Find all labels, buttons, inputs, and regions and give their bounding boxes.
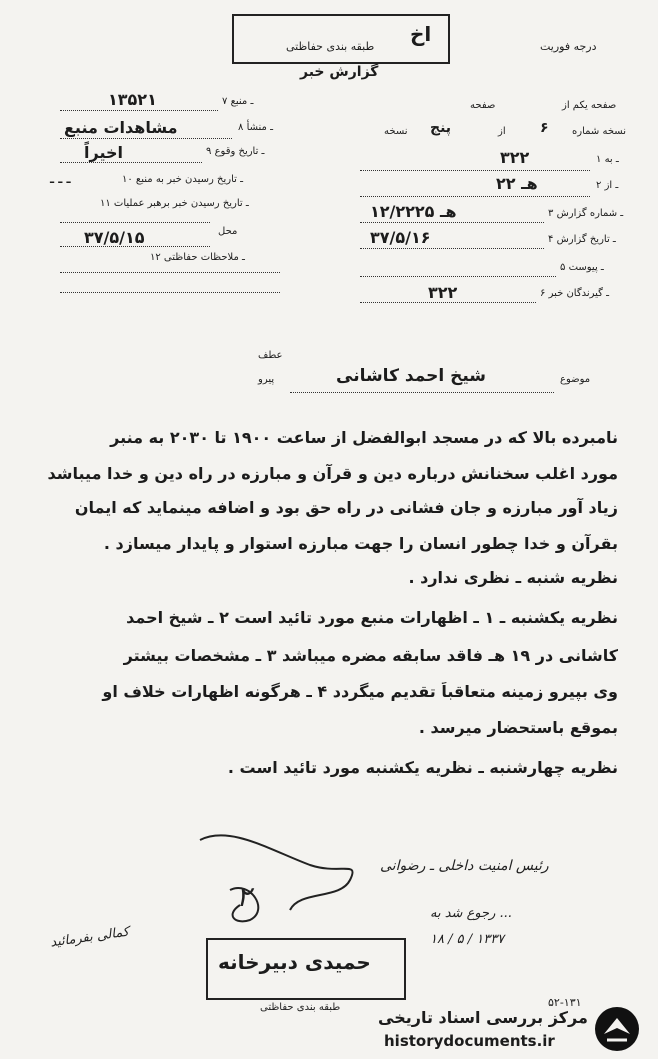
recipients-value: ۳۲۲: [428, 283, 458, 302]
from-value: ۲۲ هـ: [496, 174, 538, 193]
body-line-10: نظریه چهارشنبه ـ نظریه یکشنبه مورد تائید است .: [227, 758, 618, 777]
received-ops-label: ۱۱ ـ تاریخ رسیدن خبر برهبر عملیات: [100, 198, 249, 209]
classification-office: طبقه بندی حفاظتی: [286, 40, 375, 53]
notes-label: ۱۲ ـ ملاحظات حفاظتی: [150, 252, 245, 263]
body-line-5: نظریه شنبه ـ نظری ندارد .: [408, 568, 618, 587]
copy-label: نسخه شماره: [572, 126, 626, 137]
report-no-value: ۱۲/۲۲۲۵ هـ: [370, 202, 457, 221]
copy-of: از: [498, 126, 506, 137]
page-label: صفحه یکم از: [562, 100, 617, 111]
received-source-value: ـ ـ ـ: [50, 172, 71, 186]
body-line-7: کاشانی در ۱۹ هـ فاقد سابقه مضره میباشد ۳ ـ مشخصات بیشتر: [123, 646, 618, 665]
body-line-9: بموقع باستحضار میرسد .: [418, 718, 618, 737]
ref-label: عطف: [258, 350, 283, 361]
deputy-signature-line: رجوع شد به ...: [430, 906, 512, 921]
received-source-label: ۱۰ ـ تاریخ رسیدن خبر به منبع: [122, 174, 244, 185]
attachment-label: ۵ ـ پیوست: [560, 262, 604, 273]
page-suffix: صفحه: [470, 100, 496, 111]
top-stamp-mark: اخ: [410, 22, 432, 46]
copy-total: پنج: [430, 120, 452, 136]
to-value: ۳۲۲: [500, 148, 530, 167]
urgency-label: درجه فوریت: [540, 40, 597, 53]
margin-note: کمالی بفرمائید: [49, 924, 130, 951]
body-line-6: نظریه یکشنبه ـ ۱ ـ اظهارات منبع مورد تائید است ۲ ـ شیخ احمد: [126, 608, 618, 627]
report-date-label: ۴ ـ تاریخ گزارش: [548, 234, 616, 245]
body-line-1: نامبرده بالا که در مسجد ابوالفضل از ساعت ۱۹۰۰ تا ۲۰۳۰ به منبر: [110, 428, 618, 447]
body-line-4: بقرآن و خدا چطور انسان را جهت مبارزه استوار و پایدار میسازد .: [103, 534, 618, 553]
from-label: ۲ ـ از: [596, 180, 619, 191]
recipients-label: ۶ ـ گیرندگان خبر: [540, 288, 610, 299]
copy-value: ۶: [540, 120, 549, 136]
origin-value: مشاهدات منبع: [64, 118, 178, 137]
origin-label: ۸ ـ منشأ: [238, 122, 274, 133]
signature-date: ۱۸ / ۵ / ۱۳۳۷: [430, 932, 505, 947]
report-date-value: ۳۷/۵/۱۶: [370, 228, 431, 247]
source-value: ۱۳۵۲۱: [108, 90, 157, 109]
body-line-3: زیاد آور مبارزه و جان فشانی در راه حق بود و اضافه مینماید که ایمان: [74, 498, 618, 517]
archive-org-name: مرکز بررسی اسناد تاریخی: [378, 1008, 588, 1027]
to-label: ۱ ـ به: [596, 154, 619, 165]
archive-website: historydocuments.ir: [384, 1032, 555, 1050]
place-value: ۳۷/۵/۱۵: [84, 228, 145, 247]
body-line-8: وی بپیرو زمینه متعاقباً تقدیم میگردد ۴ ـ هرگونه اظهارات خلاف او: [102, 682, 618, 701]
handwritten-number: ۲: [236, 880, 252, 913]
report-title: گزارش خبر: [300, 64, 379, 80]
signature-scribble: [190, 820, 390, 930]
follow-label: پیرو: [258, 374, 275, 385]
date-value: اخیراً: [84, 143, 123, 162]
date-label: ۹ ـ تاریخ وقوع: [206, 146, 265, 157]
bottom-stamp-caption: طبقه بندی حفاظتی: [260, 1002, 341, 1013]
chief-signature-line: رئیس امنیت داخلی ـ رضوانی: [380, 858, 549, 874]
copy-suffix: نسخه: [384, 126, 408, 137]
archive-logo-icon: [592, 1004, 642, 1054]
report-no-label: ۳ ـ شماره گزارش: [548, 208, 624, 219]
place-label: محل: [218, 226, 238, 237]
doc-number: ۵۲-۱۳۱: [548, 996, 582, 1009]
subject-label: موضوع: [560, 374, 591, 385]
source-label: ۷ ـ منبع: [222, 96, 254, 107]
bottom-stamp-text: حمیدی دبیرخانه: [218, 950, 371, 974]
body-line-2: مورد اغلب سخنانش درباره دین و قرآن و مبارزه در راه دین و خدا میباشد: [47, 464, 618, 483]
subject-value: شیخ احمد کاشانی: [336, 366, 486, 386]
